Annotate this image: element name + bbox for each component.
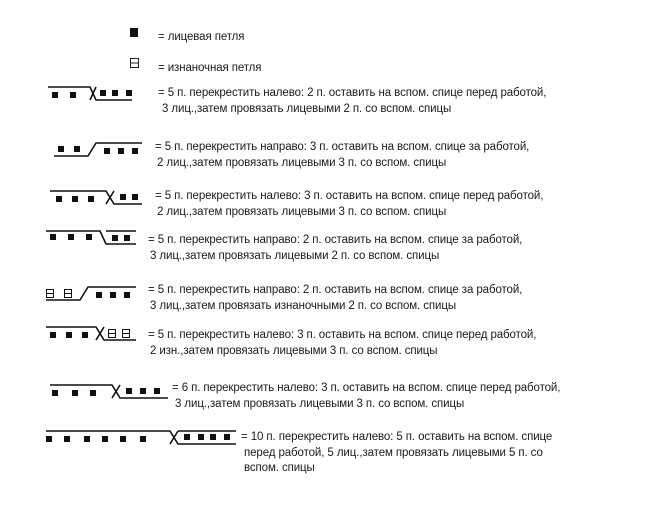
purl-stitch-symbol — [128, 56, 142, 70]
cross-6-left-symbol — [44, 380, 174, 404]
cross-4-text: = 5 п. перекрестить направо: 2 п. оставить на вспом. спице за работой, 3 лиц.,затем провязать лицевыми 2 п. со вспом. спицы — [148, 234, 523, 262]
cross-5-text: = 5 п. перекрестить направо: 2 п. оставить на вспом. спице за работой, 3 лиц.,затем провязать изнаночными 2 п. со вспом. спицы — [148, 284, 523, 312]
legend-purl-text: = изнаночная петля — [158, 62, 262, 74]
cross-1-text: = 5 п. перекрестить налево: 2 п. оставить на вспом. спице перед работой, 3 лиц.,затем провязать лицевыми 2 п. со вспом. спицы — [158, 87, 547, 115]
cross-3-text: = 5 п. перекрестить налево: 3 п. оставить на вспом. спице перед работой, 2 лиц.,затем провязать лицевыми 3 п. со вспом. спицы — [155, 190, 544, 218]
cross-5-right-2-3-symbol — [40, 226, 150, 250]
cross-5-left-purl-symbol — [40, 322, 150, 346]
cross-8-text: = 10 п. перекрестить налево: 5 п. оставить на вспом. спице перед работой, 5 лиц.,затем провязать лицевыми 5 п. со вспом. спицы — [241, 431, 553, 474]
cross-5-left-3-2-symbol — [44, 186, 154, 210]
legend-knit-text: = лицевая петля — [158, 31, 245, 43]
cross-5-left-2-3-symbol — [40, 82, 150, 106]
cross-2-text: = 5 п. перекрестить направо: 3 п. оставить на вспом. спице за работой, 2 лиц.,затем провязать лицевыми 3 п. со вспом. спицы — [155, 141, 530, 169]
cross-5-right-purl-symbol — [40, 282, 150, 306]
cross-7-text: = 6 п. перекрестить налево: 3 п. оставить на вспом. спице перед работой, 3 лиц.,затем провязать лицевыми 3 п. со вспом. спицы — [172, 382, 561, 410]
cross-6-text: = 5 п. перекрестить налево: 3 п. оставить на вспом. спице перед работой, 2 изн.,затем провязать лицевыми 3 п. со вспом. спицы — [148, 329, 537, 357]
knit-stitch-symbol — [128, 26, 142, 40]
cross-10-left-symbol — [40, 426, 240, 450]
cross-5-right-3-2-symbol — [48, 138, 158, 162]
